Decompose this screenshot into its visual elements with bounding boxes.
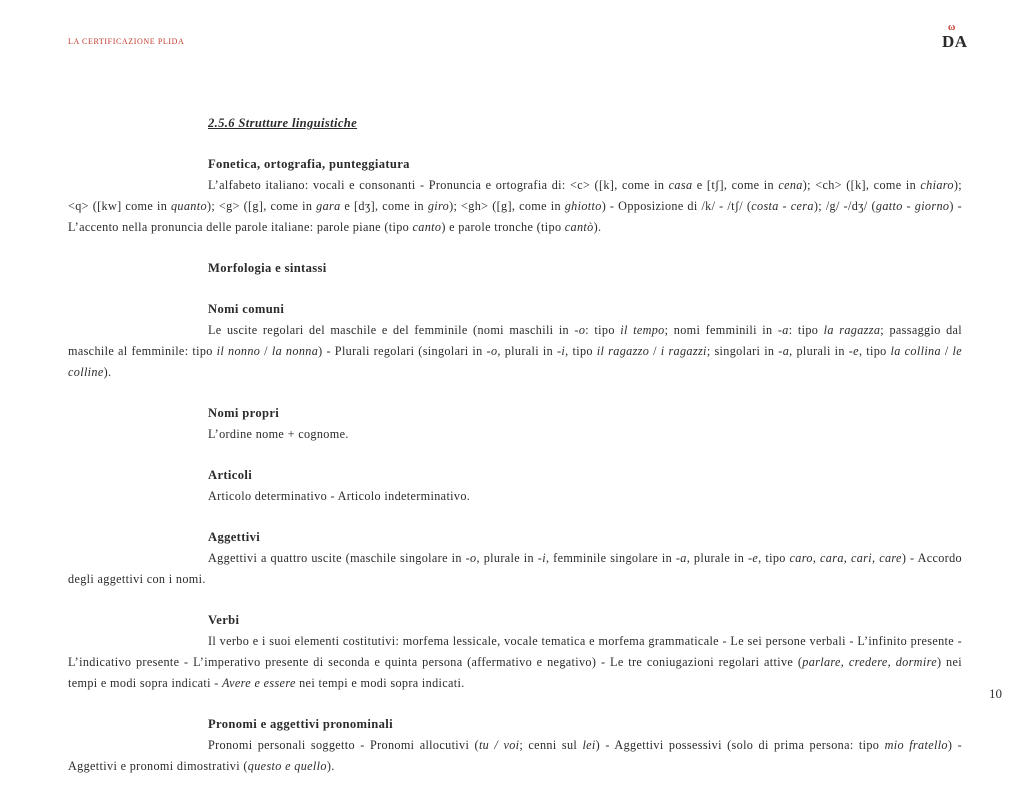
text-run: ) - L’accento nella pronuncia delle parole italiane: parole piane (tipo	[68, 199, 962, 234]
italic-term: la ragazza	[823, 323, 881, 337]
text-run: ); <gh> ([g], come in	[449, 199, 565, 213]
section-block	[68, 403, 962, 445]
text-run: ) - Aggettivi e pronomi dimostrativi (	[68, 738, 963, 773]
text-run: e [tʃ], come in	[692, 178, 779, 192]
section-title: 2.5.6 Strutture linguistiche	[208, 116, 358, 130]
section-block	[68, 610, 962, 694]
italic-term: -a	[675, 551, 687, 565]
italic-term: ghiotto	[564, 199, 602, 213]
text-run: ) e parole tronche (tipo	[441, 220, 565, 234]
section-heading: Morfologia e sintassi	[208, 261, 327, 275]
italic-term: il tempo	[620, 323, 665, 337]
italic-term: la nonna	[271, 344, 319, 358]
section-heading: Pronomi e aggettivi pronominali	[208, 717, 393, 731]
text-run: , tipo	[758, 551, 790, 565]
text-run: ; passaggio dal maschile al femminile: tipo	[68, 323, 963, 358]
section-heading: Fonetica, ortografia, punteggiatura	[208, 157, 410, 171]
section-heading: Nomi comuni	[208, 302, 285, 316]
section-block	[68, 299, 962, 383]
italic-term: cena	[778, 178, 803, 192]
text-run: ) - Opposizione di /k/ - /tʃ/ (	[601, 199, 752, 213]
italic-term: questo e quello	[247, 759, 327, 773]
text-run: ); <g> ([g], come in	[206, 199, 317, 213]
text-run: , plurali in	[497, 344, 557, 358]
italic-term: quanto	[170, 199, 207, 213]
text-run: , plurali in	[789, 344, 849, 358]
italic-term: i ragazzi	[660, 344, 707, 358]
sections-container	[68, 154, 962, 777]
text-run: L’alfabeto italiano: vocali e consonanti - Pronuncia e ortografia di: <c> ([k], come in	[208, 178, 669, 192]
section-block	[68, 527, 962, 590]
running-header: LA CERTIFICAZIONE PLIDA	[68, 37, 185, 46]
text-run: ; cenni sul	[519, 738, 583, 752]
text-run: Il verbo e i suoi elementi costitutivi: morfema lessicale, vocale tematica e morfema grammaticale - Le sei persone verbali - L’infinito presente - L’indicativo presente - L’imperativo presente di seconda e quinta persona (affermativo e negativo) - Le tre coniugazioni regolari attive (	[68, 634, 962, 669]
text-run: ) - Plurali regolari (singolari in	[318, 344, 487, 358]
text-run: Le uscite regolari del maschile e del femminile (nomi maschili in	[208, 323, 575, 337]
italic-term: le colline	[68, 344, 963, 379]
page-number: 10	[989, 686, 1002, 701]
text-run: ).	[593, 220, 602, 234]
italic-term: la collina	[890, 344, 941, 358]
italic-term: gatto - giorno	[875, 199, 950, 213]
text-run: ).	[326, 759, 335, 773]
italic-term: casa	[668, 178, 693, 192]
italic-term: costa - cera	[751, 199, 814, 213]
text-run: ) - Aggettivi possessivi (solo di prima persona: tipo	[595, 738, 885, 752]
italic-term: -o	[574, 323, 586, 337]
section-paragraph	[68, 424, 962, 445]
italic-term: giro	[427, 199, 450, 213]
section-paragraph	[68, 548, 962, 590]
section-paragraph	[68, 175, 962, 238]
text-run: ); /g/ -/dʒ/ (	[813, 199, 876, 213]
logo	[936, 22, 976, 52]
text-run: L’ordine nome + cognome.	[208, 427, 349, 441]
text-run: e [dʒ], come in	[340, 199, 428, 213]
logo-symbol: ω	[948, 22, 956, 33]
italic-term: tu / voi	[478, 738, 520, 752]
text-run: /	[649, 344, 661, 358]
text-run: /	[940, 344, 953, 358]
italic-term: Avere e essere	[222, 676, 296, 690]
text-run: , femminile singolare in	[545, 551, 676, 565]
italic-term: mio fratello	[884, 738, 948, 752]
section-heading: Articoli	[208, 468, 253, 482]
text-run: ; singolari in	[706, 344, 779, 358]
logo-text: DA	[942, 32, 968, 51]
section-heading: Verbi	[208, 613, 240, 627]
text-run: ) nei tempi e modi sopra indicati -	[68, 655, 962, 690]
text-run: Pronomi personali soggetto - Pronomi allocutivi (	[208, 738, 479, 752]
italic-term: -i	[557, 344, 566, 358]
section-heading: Aggettivi	[208, 530, 261, 544]
document-body	[68, 113, 962, 797]
italic-term: -o	[465, 551, 477, 565]
text-run: : tipo	[585, 323, 621, 337]
italic-term: parlare, credere, dormire	[802, 655, 937, 669]
text-run: , plurale in	[476, 551, 538, 565]
text-run: ; nomi femminili in	[664, 323, 778, 337]
section-block	[68, 258, 962, 279]
section-heading: Nomi propri	[208, 406, 280, 420]
italic-term: chiaro	[920, 178, 954, 192]
section-block	[68, 154, 962, 238]
italic-term: lei	[582, 738, 596, 752]
section-block	[68, 714, 962, 777]
text-run: ).	[103, 365, 112, 379]
italic-term: -i	[537, 551, 546, 565]
italic-term: -a	[777, 323, 789, 337]
text-run: ); <q> ([kw] come in	[68, 178, 963, 213]
text-run: nei tempi e modi sopra indicati.	[295, 676, 465, 690]
section-paragraph	[68, 320, 962, 383]
italic-term: il ragazzo	[596, 344, 650, 358]
italic-term: caro, cara, cari, care	[789, 551, 902, 565]
text-run: , plurale in	[686, 551, 748, 565]
text-run: ) - Accordo degli aggettivi con i nomi.	[68, 551, 962, 586]
text-run: : tipo	[788, 323, 824, 337]
text-run: Aggettivi a quattro uscite (maschile singolare in	[208, 551, 466, 565]
text-run: , tipo	[858, 344, 891, 358]
text-run: , tipo	[565, 344, 597, 358]
italic-term: cantò	[564, 220, 594, 234]
italic-term: -e	[848, 344, 859, 358]
italic-term: -o	[486, 344, 498, 358]
text-run: /	[260, 344, 272, 358]
section-paragraph	[68, 735, 962, 777]
italic-term: il nonno	[216, 344, 261, 358]
italic-term: -a	[778, 344, 790, 358]
text-run: ); <ch> ([k], come in	[802, 178, 921, 192]
italic-term: canto	[412, 220, 442, 234]
section-paragraph	[68, 631, 962, 694]
section-paragraph	[68, 486, 962, 507]
section-block	[68, 465, 962, 507]
text-run: Articolo determinativo - Articolo indeterminativo.	[208, 489, 471, 503]
italic-term: -e	[747, 551, 759, 565]
italic-term: gara	[316, 199, 341, 213]
